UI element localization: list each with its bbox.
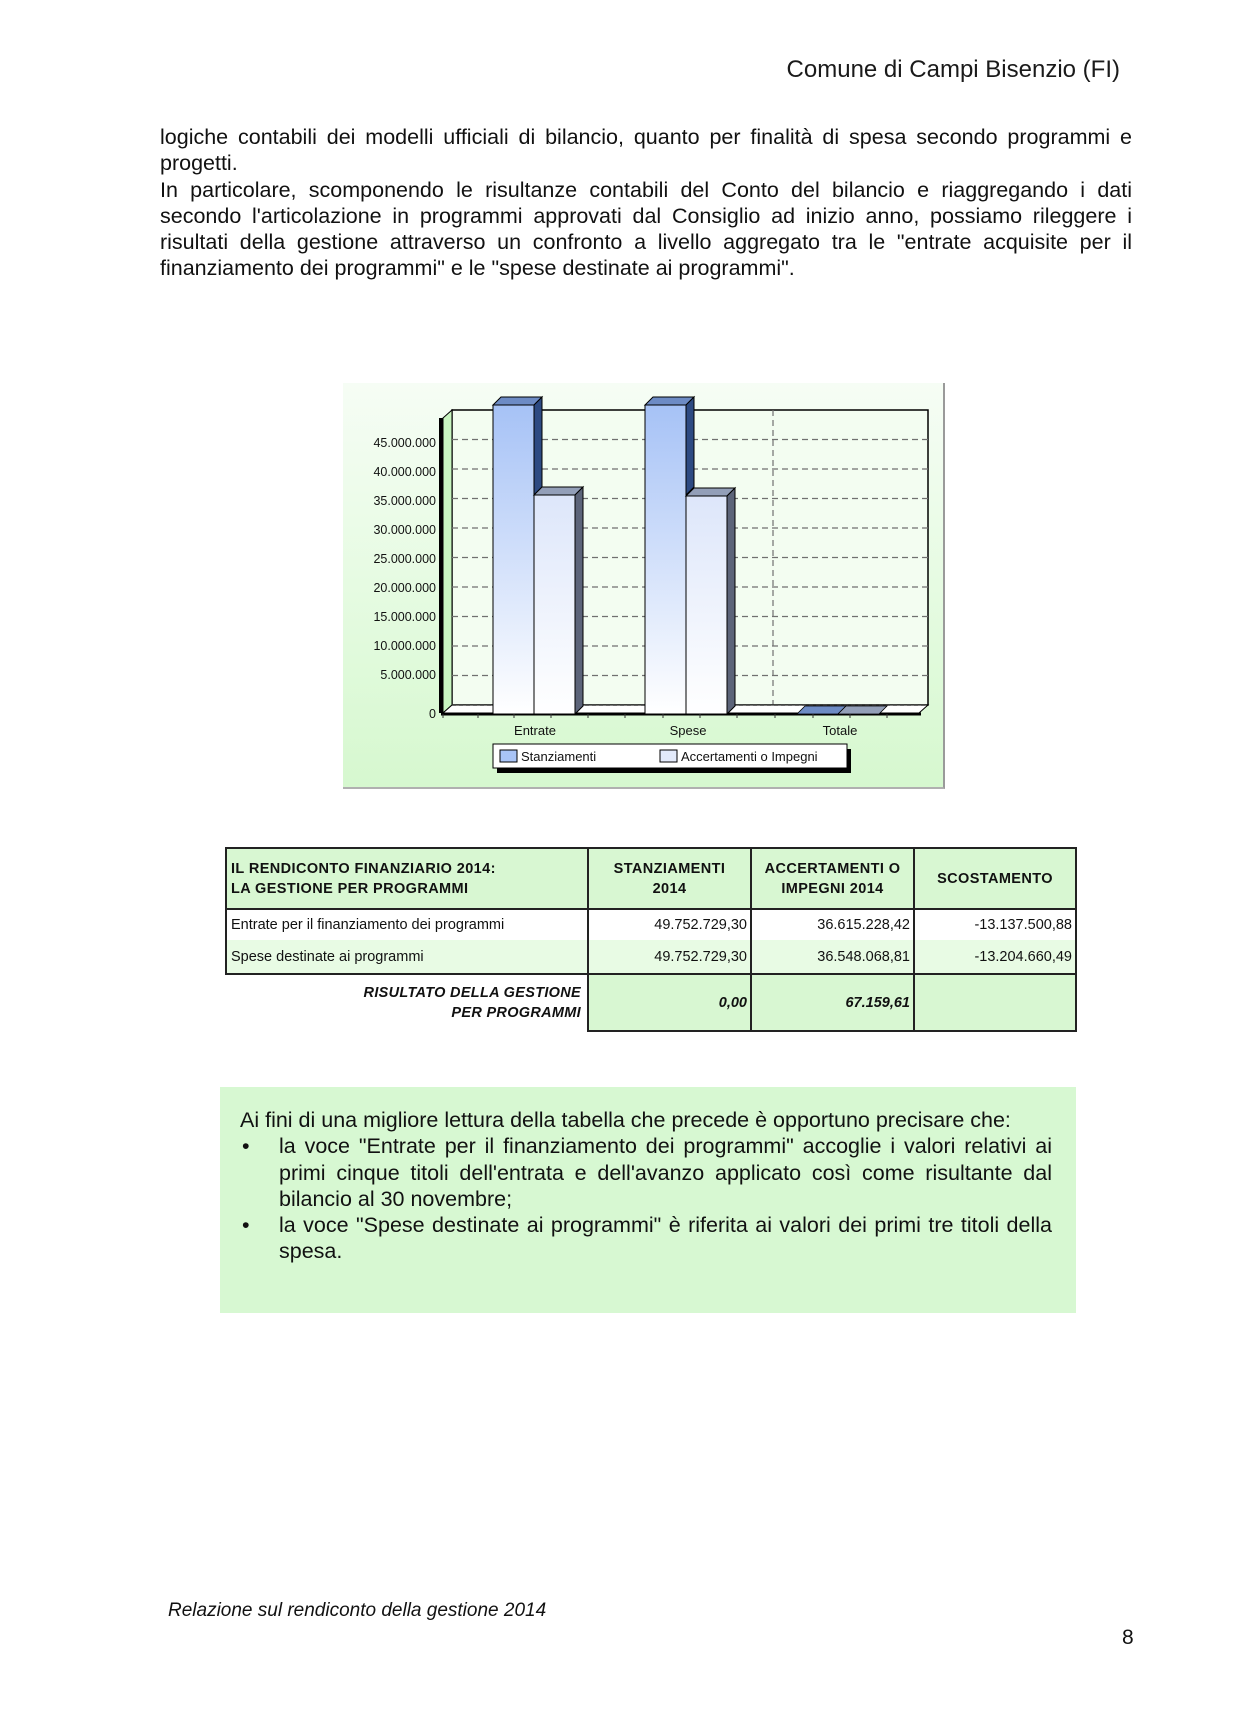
bar-totale xyxy=(797,706,887,714)
bar-entrate-accertamenti xyxy=(534,487,583,714)
paragraph: In particolare, scomponendo le risultanze contabili del Conto del bilancio e riaggregando i dati secondo l'articolazione in programmi approvati dal Consiglio ad inizio anno, possiamo rileggere i risultati della gestione attraverso un confronto a livello aggregato tra le "entrate acquisite per il finanziamento dei programmi" e le "spese destinate ai programmi". xyxy=(160,177,1132,281)
svg-text:25.000.000: 25.000.000 xyxy=(373,552,436,566)
x-axis-labels xyxy=(514,723,857,738)
cell-scostamento: -13.137.500,88 xyxy=(914,909,1076,940)
table-result-row xyxy=(226,974,1076,1031)
legend-swatch-stanziamenti xyxy=(500,750,517,762)
svg-text:20.000.000: 20.000.000 xyxy=(373,581,436,595)
svg-text:30.000.000: 30.000.000 xyxy=(373,523,436,537)
paragraph: logiche contabili dei modelli ufficiali di bilancio, quanto per finalità di spesa secondo programmi e progetti. xyxy=(160,125,1132,176)
svg-text:10.000.000: 10.000.000 xyxy=(373,639,436,653)
row-label: Entrate per il finanziamento dei programmi xyxy=(226,909,588,940)
note-box xyxy=(220,1087,1076,1313)
svg-text:45.000.000: 45.000.000 xyxy=(373,436,436,450)
svg-text:5.000.000: 5.000.000 xyxy=(380,668,436,682)
financial-table xyxy=(225,847,1077,1032)
note-list xyxy=(240,1133,1052,1264)
cell-stanziamenti: 49.752.729,30 xyxy=(588,909,751,940)
svg-text:Totale: Totale xyxy=(822,723,858,738)
page-number: 8 xyxy=(1122,1626,1134,1649)
svg-text:35.000.000: 35.000.000 xyxy=(373,494,436,508)
result-scostamento xyxy=(914,974,1076,1031)
svg-text:0: 0 xyxy=(429,707,436,721)
table-row xyxy=(226,940,1076,974)
cell-accertamenti: 36.615.228,42 xyxy=(751,909,914,940)
col-header-scostamento: SCOSTAMENTO xyxy=(914,848,1076,909)
document-footer: Relazione sul rendiconto della gestione 2014 xyxy=(168,1600,547,1621)
chart-legend xyxy=(493,744,851,773)
result-accertamenti: 67.159,61 xyxy=(751,974,914,1031)
cell-accertamenti: 36.548.068,81 xyxy=(751,940,914,974)
col-header-stanziamenti: STANZIAMENTI 2014 xyxy=(588,848,751,909)
result-label: RISULTATO DELLA GESTIONE PER PROGRAMMI xyxy=(226,974,588,1031)
cell-stanziamenti: 49.752.729,30 xyxy=(588,940,751,974)
body-text xyxy=(160,124,1132,282)
row-label: Spese destinate ai programmi xyxy=(226,940,588,974)
legend-swatch-accertamenti xyxy=(660,750,677,762)
document-header-title: Comune di Campi Bisenzio (FI) xyxy=(786,56,1120,83)
cell-scostamento: -13.204.660,49 xyxy=(914,940,1076,974)
bar-spese-accertamenti xyxy=(686,488,735,714)
result-stanziamenti: 0,00 xyxy=(588,974,751,1031)
bullet-icon: • xyxy=(242,1134,250,1159)
table-row xyxy=(226,909,1076,940)
table-title-cell: IL RENDICONTO FINANZIARIO 2014: LA GESTIONE PER PROGRAMMI xyxy=(226,848,588,909)
svg-text:Stanziamenti: Stanziamenti xyxy=(521,749,597,764)
svg-text:15.000.000: 15.000.000 xyxy=(373,610,436,624)
list-item: • la voce "Entrate per il finanziamento dei programmi" accoglie i valori relativi ai primi cinque titoli dell'entrata e dell'avanzo applicato così come risultante dal bilancio al 30 novembre; xyxy=(242,1134,1052,1211)
col-header-accertamenti: ACCERTAMENTI O IMPEGNI 2014 xyxy=(751,848,914,909)
svg-text:Accertamenti o Impegni: Accertamenti o Impegni xyxy=(681,749,818,764)
svg-text:Spese: Spese xyxy=(669,723,707,738)
svg-text:40.000.000: 40.000.000 xyxy=(373,465,436,479)
list-item: • la voce "Spese destinate ai programmi" è riferita ai valori dei primi tre titoli della spesa. xyxy=(242,1213,1052,1264)
y-axis-ticks xyxy=(373,436,436,721)
note-intro: Ai fini di una migliore lettura della tabella che precede è opportuno precisare che: xyxy=(240,1108,1011,1132)
table-header-row xyxy=(226,848,1076,909)
bar-chart xyxy=(343,383,943,787)
svg-text:Entrate: Entrate xyxy=(514,723,556,738)
bullet-icon: • xyxy=(242,1213,250,1238)
